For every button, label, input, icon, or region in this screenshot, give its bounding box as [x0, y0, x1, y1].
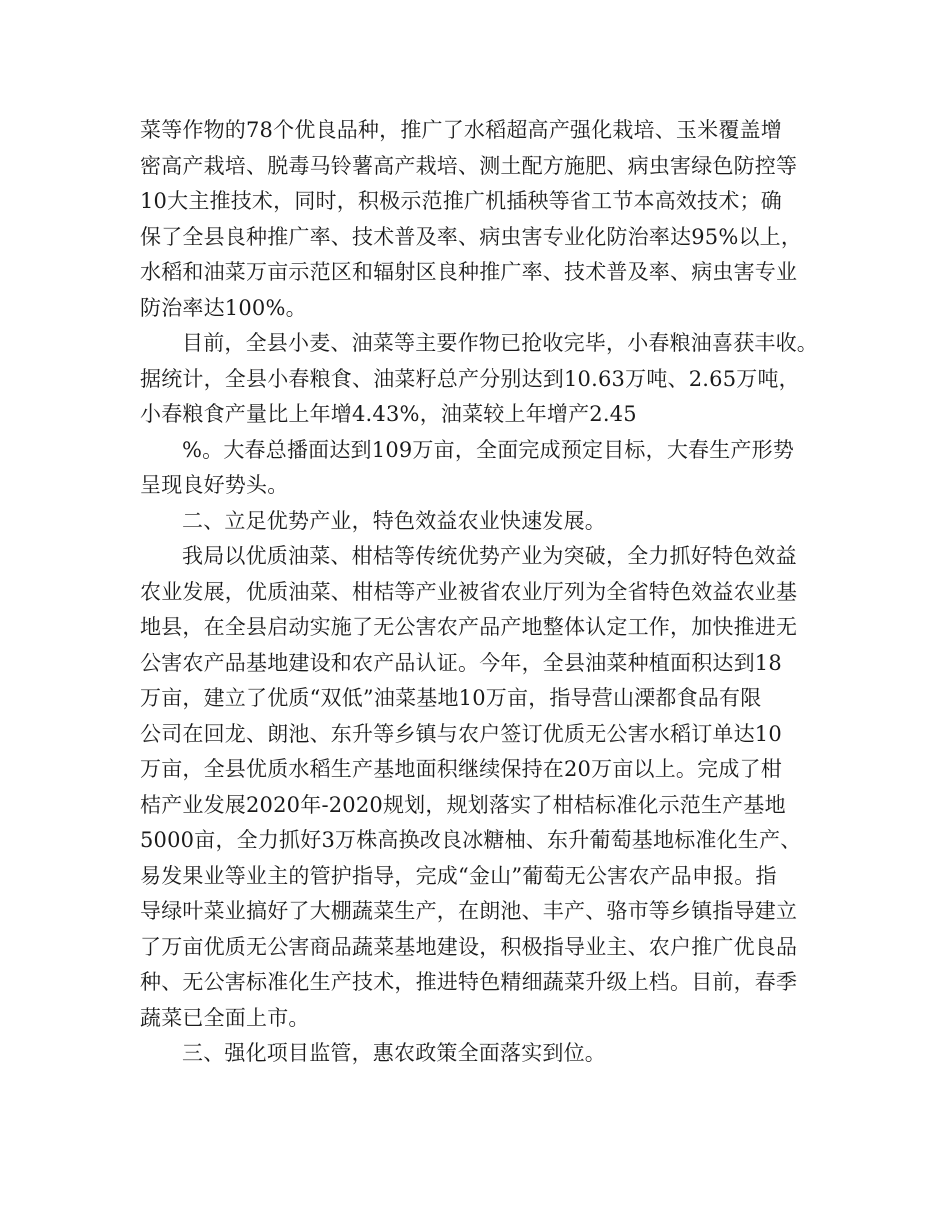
text-line: 目前，全县小麦、油菜等主要作物已抢收完毕，小春粮油喜获丰收。 [182, 331, 818, 355]
text-line: 蔬菜已全面上市。 [140, 1005, 310, 1030]
text-line: 5000亩，全力抓好3万株高换改良冰糖柚、东升葡萄基地标准化生产、 [140, 828, 802, 852]
para-seeds-tech [140, 113, 812, 326]
section-heading: 二、立足优势产业，特色效益农业快速发展。 [182, 508, 606, 533]
text-line: 易发果业等业主的管护指导，完成“金山”葡萄无公害农产品申报。指 [140, 863, 777, 888]
text-line: 小春粮食产量比上年增4.43%，油菜较上年增产2.45 [140, 402, 637, 426]
text-line: 密高产栽培、脱毒马铃薯高产栽培、测土配方施肥、病虫害绿色防控等 [140, 153, 798, 178]
text-line: 地县，在全县启动实施了无公害农产品产地整体认定工作，加快推进无 [140, 615, 798, 639]
heading-section-3 [140, 1036, 812, 1072]
para-featured-agriculture [140, 539, 812, 1036]
text-line: 我局以优质油菜、柑桔等传统优势产业为突破，全力抓好特色效益 [182, 544, 797, 568]
text-line: 菜等作物的78个优良品种，推广了水稻超高产强化栽培、玉米覆盖增 [140, 118, 782, 142]
heading-section-2 [140, 504, 812, 540]
document-body [140, 113, 818, 1072]
text-line: 导绿叶菜业搞好了大棚蔬菜生产，在朗池、丰产、骆市等乡镇指导建立 [140, 899, 798, 923]
text-line: 种、无公害标准化生产技术，推进特色精细蔬菜升级上档。目前，春季 [140, 970, 798, 994]
text-line: 呈现良好势头。 [140, 473, 289, 497]
para-harvest [140, 326, 818, 433]
para-spring-sowing [140, 433, 812, 504]
text-line: 桔产业发展2020年-2020规划，规划落实了柑桔标准化示范生产基地 [140, 792, 786, 817]
text-line: 10大主推技术，同时，积极示范推广机插秧等省工节本高效技术；确 [140, 189, 782, 213]
text-line: 防治率达100%。 [140, 295, 307, 320]
text-line: 万亩，全县优质水稻生产基地面积继续保持在20万亩以上。完成了柑 [140, 757, 782, 781]
text-line: 据统计，全县小春粮食、油菜籽总产分别达到10.63万吨、2.65万吨， [140, 366, 800, 391]
text-line: 了万亩优质无公害商品蔬菜基地建设，积极指导业主、农户推广优良品 [140, 934, 798, 959]
text-line: 保了全县良种推广率、技术普及率、病虫害专业化防治率达95%以上， [140, 224, 803, 249]
text-line: 农业发展，优质油菜、柑桔等产业被省农业厅列为全省特色效益农业基 [140, 579, 798, 604]
text-line: 万亩，建立了优质“双低”油菜基地10万亩，指导营山溧都食品有限 [140, 686, 762, 710]
text-line: %。大春总播面达到109万亩，全面完成预定目标，大春生产形势 [182, 437, 795, 462]
text-line: 公害农产品基地建设和农产品认证。今年，全县油菜种植面积达到18 [140, 650, 782, 675]
text-line: 公司在回龙、朗池、东升等乡镇与农户签订优质无公害水稻订单达10 [140, 721, 782, 746]
text-line: 水稻和油菜万亩示范区和辐射区良种推广率、技术普及率、病虫害专业 [140, 260, 798, 284]
section-heading: 三、强化项目监管，惠农政策全面落实到位。 [182, 1041, 606, 1065]
